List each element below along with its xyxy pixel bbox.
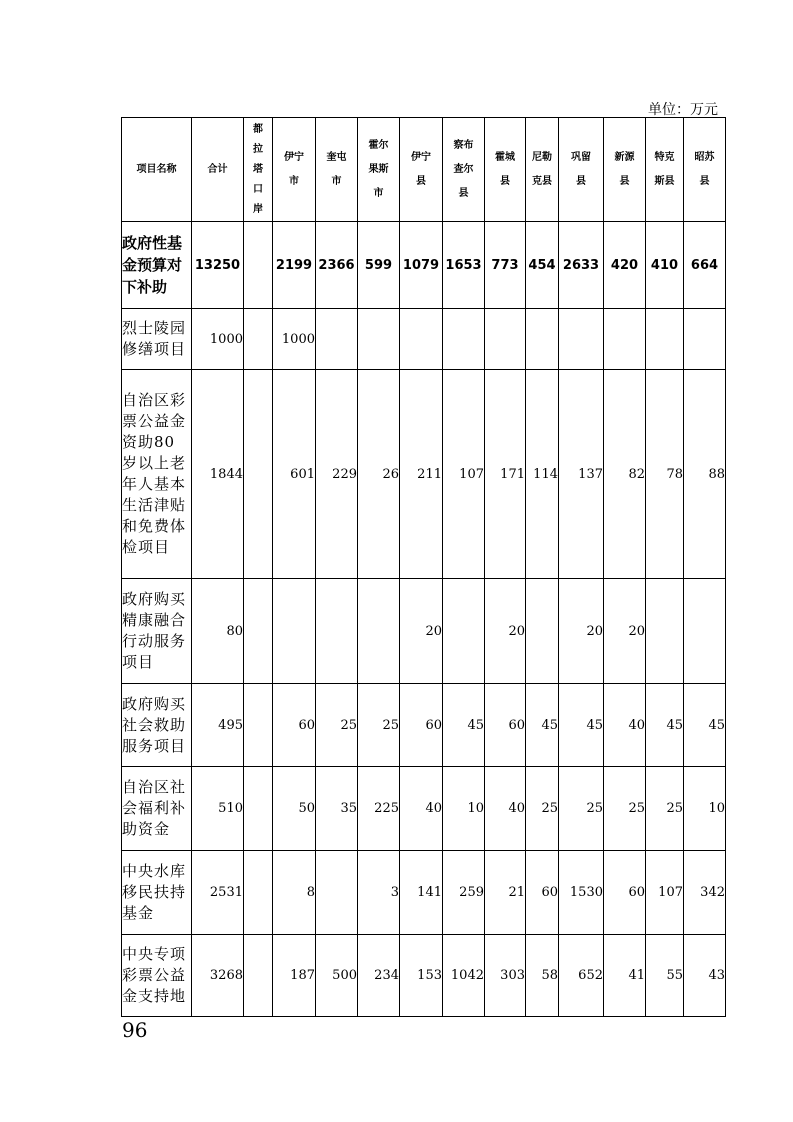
header-tekes-county: 特克 斯县 bbox=[646, 118, 684, 222]
value-cell: 26 bbox=[358, 370, 400, 579]
value-cell: 187 bbox=[273, 935, 316, 1017]
value-cell: 45 bbox=[684, 684, 726, 767]
value-cell bbox=[316, 579, 358, 684]
value-cell: 1844 bbox=[192, 370, 244, 579]
table-row bbox=[122, 309, 726, 370]
value-cell: 599 bbox=[358, 222, 400, 309]
value-cell: 10 bbox=[684, 767, 726, 851]
project-name-cell: 自治区社会福利补助资金 bbox=[122, 767, 192, 851]
project-name-cell: 中央水库移民扶持基金 bbox=[122, 851, 192, 935]
header-project-name: 项目名称 bbox=[122, 118, 192, 222]
value-cell bbox=[646, 579, 684, 684]
value-cell bbox=[526, 309, 559, 370]
value-cell: 1042 bbox=[443, 935, 485, 1017]
value-cell: 25 bbox=[358, 684, 400, 767]
budget-table bbox=[121, 117, 726, 1017]
value-cell bbox=[443, 309, 485, 370]
value-cell bbox=[443, 579, 485, 684]
value-cell bbox=[244, 684, 273, 767]
value-cell: 58 bbox=[526, 935, 559, 1017]
header-zhaosu-county: 昭苏 县 bbox=[684, 118, 726, 222]
header-horgos-city: 霍尔 果斯 市 bbox=[358, 118, 400, 222]
header-qapqal-county: 察布 查尔 县 bbox=[443, 118, 485, 222]
value-cell bbox=[604, 309, 646, 370]
value-cell: 45 bbox=[526, 684, 559, 767]
value-cell: 225 bbox=[358, 767, 400, 851]
value-cell: 20 bbox=[604, 579, 646, 684]
value-cell: 2199 bbox=[273, 222, 316, 309]
value-cell: 107 bbox=[443, 370, 485, 579]
value-cell: 1530 bbox=[559, 851, 604, 935]
header-total: 合计 bbox=[192, 118, 244, 222]
project-name-cell: 政府购买社会救助服务项目 bbox=[122, 684, 192, 767]
value-cell: 234 bbox=[358, 935, 400, 1017]
value-cell: 45 bbox=[559, 684, 604, 767]
value-cell: 1000 bbox=[192, 309, 244, 370]
value-cell bbox=[273, 579, 316, 684]
value-cell: 60 bbox=[400, 684, 443, 767]
value-cell: 495 bbox=[192, 684, 244, 767]
project-name-cell: 政府购买精康融合行动服务项目 bbox=[122, 579, 192, 684]
value-cell: 43 bbox=[684, 935, 726, 1017]
value-cell: 60 bbox=[604, 851, 646, 935]
value-cell: 45 bbox=[646, 684, 684, 767]
value-cell: 420 bbox=[604, 222, 646, 309]
value-cell: 107 bbox=[646, 851, 684, 935]
value-cell bbox=[244, 579, 273, 684]
value-cell: 652 bbox=[559, 935, 604, 1017]
header-xinyuan-county: 新源 县 bbox=[604, 118, 646, 222]
header-yining-county: 伊宁 县 bbox=[400, 118, 443, 222]
value-cell: 78 bbox=[646, 370, 684, 579]
value-cell: 55 bbox=[646, 935, 684, 1017]
unit-label: 单位：万元 bbox=[648, 102, 718, 118]
value-cell bbox=[244, 370, 273, 579]
header-huocheng-county: 霍城 县 bbox=[485, 118, 526, 222]
project-name-cell: 烈士陵园修缮项目 bbox=[122, 309, 192, 370]
value-cell bbox=[400, 309, 443, 370]
value-cell: 141 bbox=[400, 851, 443, 935]
value-cell: 60 bbox=[485, 684, 526, 767]
value-cell: 137 bbox=[559, 370, 604, 579]
header-kuitun-city: 奎屯 市 bbox=[316, 118, 358, 222]
value-cell: 510 bbox=[192, 767, 244, 851]
value-cell bbox=[646, 309, 684, 370]
header-gongliu-county: 巩留 县 bbox=[559, 118, 604, 222]
value-cell: 114 bbox=[526, 370, 559, 579]
value-cell: 20 bbox=[559, 579, 604, 684]
total-row bbox=[122, 222, 726, 309]
value-cell: 500 bbox=[316, 935, 358, 1017]
value-cell: 2366 bbox=[316, 222, 358, 309]
table-row bbox=[122, 767, 726, 851]
value-cell: 8 bbox=[273, 851, 316, 935]
value-cell: 20 bbox=[400, 579, 443, 684]
table-row bbox=[122, 579, 726, 684]
table-row bbox=[122, 851, 726, 935]
value-cell bbox=[244, 222, 273, 309]
value-cell: 50 bbox=[273, 767, 316, 851]
header-nilka-county: 尼勒 克县 bbox=[526, 118, 559, 222]
value-cell bbox=[244, 309, 273, 370]
value-cell: 3 bbox=[358, 851, 400, 935]
value-cell: 1653 bbox=[443, 222, 485, 309]
header-yining-city: 伊宁 市 bbox=[273, 118, 316, 222]
value-cell bbox=[244, 935, 273, 1017]
value-cell: 2633 bbox=[559, 222, 604, 309]
table-row bbox=[122, 370, 726, 579]
value-cell: 153 bbox=[400, 935, 443, 1017]
value-cell: 25 bbox=[526, 767, 559, 851]
value-cell: 13250 bbox=[192, 222, 244, 309]
value-cell bbox=[684, 579, 726, 684]
header-dulata-port: 都 拉 塔 口 岸 bbox=[244, 118, 273, 222]
value-cell: 20 bbox=[485, 579, 526, 684]
value-cell: 21 bbox=[485, 851, 526, 935]
value-cell: 80 bbox=[192, 579, 244, 684]
table-row bbox=[122, 684, 726, 767]
value-cell: 454 bbox=[526, 222, 559, 309]
project-name-cell: 自治区彩票公益金资助80岁以上老年人基本生活津贴和免费体检项目 bbox=[122, 370, 192, 579]
value-cell bbox=[358, 579, 400, 684]
value-cell: 342 bbox=[684, 851, 726, 935]
value-cell bbox=[244, 767, 273, 851]
value-cell: 82 bbox=[604, 370, 646, 579]
table-header-row bbox=[122, 118, 726, 222]
value-cell bbox=[526, 579, 559, 684]
value-cell: 211 bbox=[400, 370, 443, 579]
value-cell: 410 bbox=[646, 222, 684, 309]
value-cell: 25 bbox=[316, 684, 358, 767]
value-cell: 1000 bbox=[273, 309, 316, 370]
project-name-cell: 政府性基金预算对下补助 bbox=[122, 222, 192, 309]
value-cell: 25 bbox=[559, 767, 604, 851]
value-cell bbox=[559, 309, 604, 370]
value-cell bbox=[316, 309, 358, 370]
table-row bbox=[122, 935, 726, 1017]
project-name-cell: 中央专项彩票公益金支持地 bbox=[122, 935, 192, 1017]
value-cell: 25 bbox=[646, 767, 684, 851]
value-cell: 229 bbox=[316, 370, 358, 579]
value-cell: 303 bbox=[485, 935, 526, 1017]
value-cell bbox=[684, 309, 726, 370]
value-cell: 664 bbox=[684, 222, 726, 309]
value-cell: 10 bbox=[443, 767, 485, 851]
value-cell bbox=[358, 309, 400, 370]
value-cell: 2531 bbox=[192, 851, 244, 935]
value-cell: 601 bbox=[273, 370, 316, 579]
value-cell bbox=[244, 851, 273, 935]
value-cell: 88 bbox=[684, 370, 726, 579]
value-cell: 171 bbox=[485, 370, 526, 579]
value-cell: 1079 bbox=[400, 222, 443, 309]
value-cell: 60 bbox=[526, 851, 559, 935]
value-cell: 3268 bbox=[192, 935, 244, 1017]
value-cell: 25 bbox=[604, 767, 646, 851]
value-cell: 35 bbox=[316, 767, 358, 851]
value-cell bbox=[485, 309, 526, 370]
value-cell: 259 bbox=[443, 851, 485, 935]
value-cell: 773 bbox=[485, 222, 526, 309]
value-cell: 60 bbox=[273, 684, 316, 767]
page-number: 96 bbox=[122, 1018, 148, 1042]
value-cell: 40 bbox=[604, 684, 646, 767]
value-cell: 41 bbox=[604, 935, 646, 1017]
value-cell: 40 bbox=[400, 767, 443, 851]
value-cell: 45 bbox=[443, 684, 485, 767]
value-cell: 40 bbox=[485, 767, 526, 851]
value-cell bbox=[316, 851, 358, 935]
